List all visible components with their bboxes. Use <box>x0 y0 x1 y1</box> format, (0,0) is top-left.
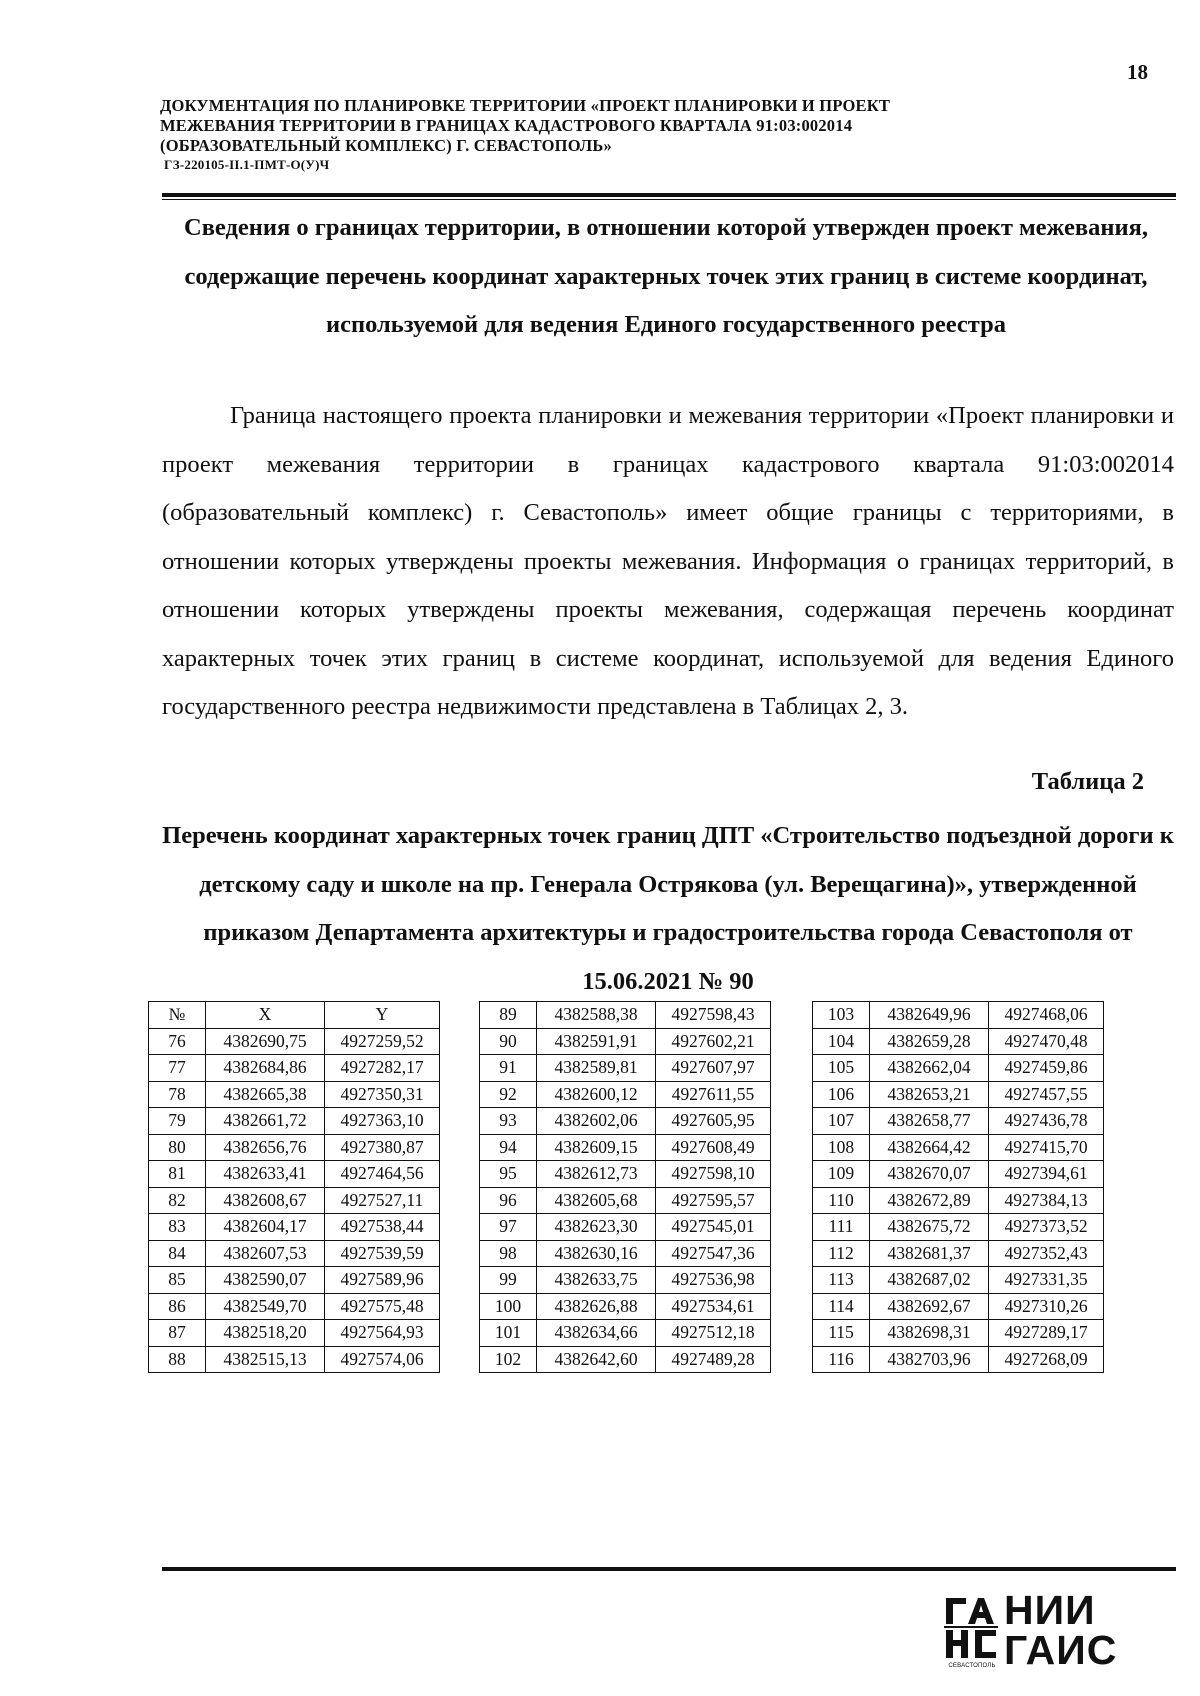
y-coordinate-cell: 4927534,61 <box>656 1293 771 1320</box>
x-coordinate-cell: 4382518,20 <box>206 1320 325 1347</box>
x-coordinate-cell: 4382605,68 <box>537 1187 656 1214</box>
table-row <box>480 1346 771 1373</box>
x-coordinate-cell: 4382684,86 <box>206 1055 325 1082</box>
y-coordinate-cell: 4927489,28 <box>656 1346 771 1373</box>
page-number: 18 <box>1127 60 1148 84</box>
y-coordinate-cell: 4927282,17 <box>325 1055 440 1082</box>
x-coordinate-cell: 4382600,12 <box>537 1081 656 1108</box>
table-row <box>813 1134 1104 1161</box>
x-coordinate-cell: 4382609,15 <box>537 1134 656 1161</box>
y-coordinate-cell: 4927607,97 <box>656 1055 771 1082</box>
table-row <box>149 1214 440 1241</box>
y-coordinate-cell: 4927352,43 <box>989 1240 1104 1267</box>
y-coordinate-cell: 4927350,31 <box>325 1081 440 1108</box>
y-coordinate-cell: 4927470,48 <box>989 1028 1104 1055</box>
x-coordinate-cell: 4382633,41 <box>206 1161 325 1188</box>
x-coordinate-cell: 4382608,67 <box>206 1187 325 1214</box>
table-row <box>480 1081 771 1108</box>
x-coordinate-cell: 4382698,31 <box>870 1320 989 1347</box>
point-number-cell: 104 <box>813 1028 870 1055</box>
point-number-cell: 107 <box>813 1108 870 1135</box>
table-row <box>813 1267 1104 1294</box>
table-row <box>480 1002 771 1029</box>
x-coordinate-cell: 4382653,21 <box>870 1081 989 1108</box>
table-label: Таблица 2 <box>1031 768 1144 795</box>
table-row <box>149 1108 440 1135</box>
column-header-number: № <box>149 1002 206 1029</box>
point-number-cell: 85 <box>149 1267 206 1294</box>
table-row <box>149 1187 440 1214</box>
y-coordinate-cell: 4927380,87 <box>325 1134 440 1161</box>
point-number-cell: 88 <box>149 1346 206 1373</box>
table-row <box>149 1240 440 1267</box>
x-coordinate-cell: 4382591,91 <box>537 1028 656 1055</box>
point-number-cell: 109 <box>813 1161 870 1188</box>
x-coordinate-cell: 4382664,42 <box>870 1134 989 1161</box>
table-row <box>480 1134 771 1161</box>
x-coordinate-cell: 4382658,77 <box>870 1108 989 1135</box>
x-coordinate-cell: 4382630,16 <box>537 1240 656 1267</box>
y-coordinate-cell: 4927415,70 <box>989 1134 1104 1161</box>
y-coordinate-cell: 4927539,59 <box>325 1240 440 1267</box>
y-coordinate-cell: 4927589,96 <box>325 1267 440 1294</box>
point-number-cell: 116 <box>813 1346 870 1373</box>
y-coordinate-cell: 4927574,06 <box>325 1346 440 1373</box>
x-coordinate-cell: 4382612,73 <box>537 1161 656 1188</box>
point-number-cell: 79 <box>149 1108 206 1135</box>
x-coordinate-cell: 4382687,02 <box>870 1267 989 1294</box>
point-number-cell: 83 <box>149 1214 206 1241</box>
section-title: Сведения о границах территории, в отношении которой утвержден проект межевания, содержащие перечень координат характерных точек этих границ в системе координат, используемой для ведения Единого государственного реестра <box>184 214 1148 338</box>
point-number-cell: 76 <box>149 1028 206 1055</box>
x-coordinate-cell: 4382703,96 <box>870 1346 989 1373</box>
table-row <box>480 1293 771 1320</box>
point-number-cell: 112 <box>813 1240 870 1267</box>
y-coordinate-cell: 4927545,01 <box>656 1214 771 1241</box>
column-header-x: X <box>206 1002 325 1029</box>
y-coordinate-cell: 4927459,86 <box>989 1055 1104 1082</box>
header-line: ДОКУМЕНТАЦИЯ ПО ПЛАНИРОВКЕ ТЕРРИТОРИИ «ПРОЕКТ ПЛАНИРОВКИ И ПРОЕКТ <box>160 96 891 115</box>
table-row <box>149 1320 440 1347</box>
x-coordinate-cell: 4382604,17 <box>206 1214 325 1241</box>
point-number-cell: 77 <box>149 1055 206 1082</box>
y-coordinate-cell: 4927289,17 <box>989 1320 1104 1347</box>
table-row <box>813 1240 1104 1267</box>
logo-caption: СЕВАСТОПОЛЬ <box>948 1663 996 1669</box>
table-row <box>813 1214 1104 1241</box>
company-logo <box>944 1587 1174 1676</box>
x-coordinate-cell: 4382681,37 <box>870 1240 989 1267</box>
table-row <box>813 1002 1104 1029</box>
y-coordinate-cell: 4927547,36 <box>656 1240 771 1267</box>
y-coordinate-cell: 4927468,06 <box>989 1002 1104 1029</box>
table-row <box>813 1081 1104 1108</box>
table-row <box>149 1293 440 1320</box>
point-number-cell: 94 <box>480 1134 537 1161</box>
y-coordinate-cell: 4927259,52 <box>325 1028 440 1055</box>
document-header <box>160 96 1160 174</box>
point-number-cell: 99 <box>480 1267 537 1294</box>
table-header-row <box>149 1002 440 1029</box>
table-row <box>813 1320 1104 1347</box>
table-row <box>149 1267 440 1294</box>
table-row <box>149 1346 440 1373</box>
point-number-cell: 87 <box>149 1320 206 1347</box>
x-coordinate-cell: 4382589,81 <box>537 1055 656 1082</box>
table-row <box>149 1028 440 1055</box>
y-coordinate-cell: 4927363,10 <box>325 1108 440 1135</box>
table-title: Перечень координат характерных точек границ ДПТ «Строительство подъездной дороги к детскому саду и школе на пр. Генерала Острякова (ул. Верещагина)», утвержденной приказом Департамента архитектуры и градостроительства города Севастополя от 15.06.2021 № 90 <box>162 822 1174 995</box>
document-code: ГЗ-220105-II.1-ПМТ-О(У)Ч <box>164 157 330 172</box>
table-row <box>149 1055 440 1082</box>
y-coordinate-cell: 4927575,48 <box>325 1293 440 1320</box>
table-row <box>813 1055 1104 1082</box>
point-number-cell: 97 <box>480 1214 537 1241</box>
y-coordinate-cell: 4927464,56 <box>325 1161 440 1188</box>
table-row <box>480 1028 771 1055</box>
logo-name-line: НИИ <box>1004 1587 1096 1633</box>
y-coordinate-cell: 4927310,26 <box>989 1293 1104 1320</box>
coordinates-table-1 <box>148 1001 440 1373</box>
header-line: (ОБРАЗОВАТЕЛЬНЫЙ КОМПЛЕКС) Г. СЕВАСТОПОЛЬ» <box>160 136 612 155</box>
point-number-cell: 98 <box>480 1240 537 1267</box>
table-row <box>480 1161 771 1188</box>
x-coordinate-cell: 4382672,89 <box>870 1187 989 1214</box>
table-row <box>149 1161 440 1188</box>
point-number-cell: 103 <box>813 1002 870 1029</box>
y-coordinate-cell: 4927331,35 <box>989 1267 1104 1294</box>
y-coordinate-cell: 4927598,43 <box>656 1002 771 1029</box>
x-coordinate-cell: 4382588,38 <box>537 1002 656 1029</box>
x-coordinate-cell: 4382656,76 <box>206 1134 325 1161</box>
y-coordinate-cell: 4927595,57 <box>656 1187 771 1214</box>
point-number-cell: 92 <box>480 1081 537 1108</box>
y-coordinate-cell: 4927373,52 <box>989 1214 1104 1241</box>
point-number-cell: 81 <box>149 1161 206 1188</box>
table-row <box>149 1134 440 1161</box>
x-coordinate-cell: 4382634,66 <box>537 1320 656 1347</box>
x-coordinate-cell: 4382649,96 <box>870 1002 989 1029</box>
table-row <box>813 1293 1104 1320</box>
point-number-cell: 93 <box>480 1108 537 1135</box>
header-divider <box>162 193 1176 200</box>
x-coordinate-cell: 4382690,75 <box>206 1028 325 1055</box>
table-row <box>813 1161 1104 1188</box>
y-coordinate-cell: 4927268,09 <box>989 1346 1104 1373</box>
table-row <box>813 1108 1104 1135</box>
column-header-y: Y <box>325 1002 440 1029</box>
point-number-cell: 95 <box>480 1161 537 1188</box>
y-coordinate-cell: 4927602,21 <box>656 1028 771 1055</box>
point-number-cell: 90 <box>480 1028 537 1055</box>
table-row <box>480 1320 771 1347</box>
y-coordinate-cell: 4927605,95 <box>656 1108 771 1135</box>
table-row <box>480 1055 771 1082</box>
point-number-cell: 84 <box>149 1240 206 1267</box>
point-number-cell: 108 <box>813 1134 870 1161</box>
y-coordinate-cell: 4927598,10 <box>656 1161 771 1188</box>
point-number-cell: 110 <box>813 1187 870 1214</box>
y-coordinate-cell: 4927536,98 <box>656 1267 771 1294</box>
x-coordinate-cell: 4382633,75 <box>537 1267 656 1294</box>
point-number-cell: 82 <box>149 1187 206 1214</box>
table-row <box>480 1214 771 1241</box>
point-number-cell: 96 <box>480 1187 537 1214</box>
y-coordinate-cell: 4927564,93 <box>325 1320 440 1347</box>
y-coordinate-cell: 4927608,49 <box>656 1134 771 1161</box>
body-paragraph: Граница настоящего проекта планировки и межевания территории «Проект планировки и проект межевания территории в границах кадастрового квартала 91:03:002014 (образовательный комплекс) г. Севастополь» имеет общие границы с территориями, в отношении которых утверждены проекты межевания. Информация о границах территорий, в отношении которых утверждены проекты межевания, содержащая перечень координат характерных точек этих границ в системе координат, используемой для ведения Единого государственного реестра недвижимости представлена в Таблицах 2, 3. <box>162 402 1174 720</box>
x-coordinate-cell: 4382670,07 <box>870 1161 989 1188</box>
table-row <box>480 1267 771 1294</box>
x-coordinate-cell: 4382623,30 <box>537 1214 656 1241</box>
point-number-cell: 100 <box>480 1293 537 1320</box>
coordinates-table-2 <box>479 1001 771 1373</box>
y-coordinate-cell: 4927527,11 <box>325 1187 440 1214</box>
x-coordinate-cell: 4382590,07 <box>206 1267 325 1294</box>
table-row <box>480 1108 771 1135</box>
point-number-cell: 105 <box>813 1055 870 1082</box>
table-row <box>813 1346 1104 1373</box>
point-number-cell: 111 <box>813 1214 870 1241</box>
table-row <box>480 1187 771 1214</box>
logo-name <box>1004 1587 1118 1673</box>
x-coordinate-cell: 4382515,13 <box>206 1346 325 1373</box>
y-coordinate-cell: 4927436,78 <box>989 1108 1104 1135</box>
point-number-cell: 89 <box>480 1002 537 1029</box>
point-number-cell: 101 <box>480 1320 537 1347</box>
x-coordinate-cell: 4382662,04 <box>870 1055 989 1082</box>
table-row <box>480 1240 771 1267</box>
point-number-cell: 106 <box>813 1081 870 1108</box>
logo-name-line: ГАИС <box>1004 1627 1118 1673</box>
x-coordinate-cell: 4382607,53 <box>206 1240 325 1267</box>
table-row <box>813 1028 1104 1055</box>
y-coordinate-cell: 4927611,55 <box>656 1081 771 1108</box>
y-coordinate-cell: 4927394,61 <box>989 1161 1104 1188</box>
y-coordinate-cell: 4927384,13 <box>989 1187 1104 1214</box>
table-row <box>813 1187 1104 1214</box>
y-coordinate-cell: 4927512,18 <box>656 1320 771 1347</box>
x-coordinate-cell: 4382642,60 <box>537 1346 656 1373</box>
x-coordinate-cell: 4382665,38 <box>206 1081 325 1108</box>
point-number-cell: 114 <box>813 1293 870 1320</box>
y-coordinate-cell: 4927457,55 <box>989 1081 1104 1108</box>
point-number-cell: 80 <box>149 1134 206 1161</box>
x-coordinate-cell: 4382626,88 <box>537 1293 656 1320</box>
point-number-cell: 102 <box>480 1346 537 1373</box>
x-coordinate-cell: 4382675,72 <box>870 1214 989 1241</box>
point-number-cell: 86 <box>149 1293 206 1320</box>
table-row <box>149 1081 440 1108</box>
x-coordinate-cell: 4382692,67 <box>870 1293 989 1320</box>
point-number-cell: 78 <box>149 1081 206 1108</box>
footer-divider <box>162 1567 1176 1571</box>
y-coordinate-cell: 4927538,44 <box>325 1214 440 1241</box>
header-line: МЕЖЕВАНИЯ ТЕРРИТОРИИ В ГРАНИЦАХ КАДАСТРОВОГО КВАРТАЛА 91:03:002014 <box>160 116 853 135</box>
x-coordinate-cell: 4382602,06 <box>537 1108 656 1135</box>
x-coordinate-cell: 4382549,70 <box>206 1293 325 1320</box>
x-coordinate-cell: 4382661,72 <box>206 1108 325 1135</box>
point-number-cell: 113 <box>813 1267 870 1294</box>
coordinates-table-3 <box>812 1001 1104 1373</box>
ga-hc-emblem-icon <box>944 1594 998 1662</box>
x-coordinate-cell: 4382659,28 <box>870 1028 989 1055</box>
point-number-cell: 91 <box>480 1055 537 1082</box>
point-number-cell: 115 <box>813 1320 870 1347</box>
